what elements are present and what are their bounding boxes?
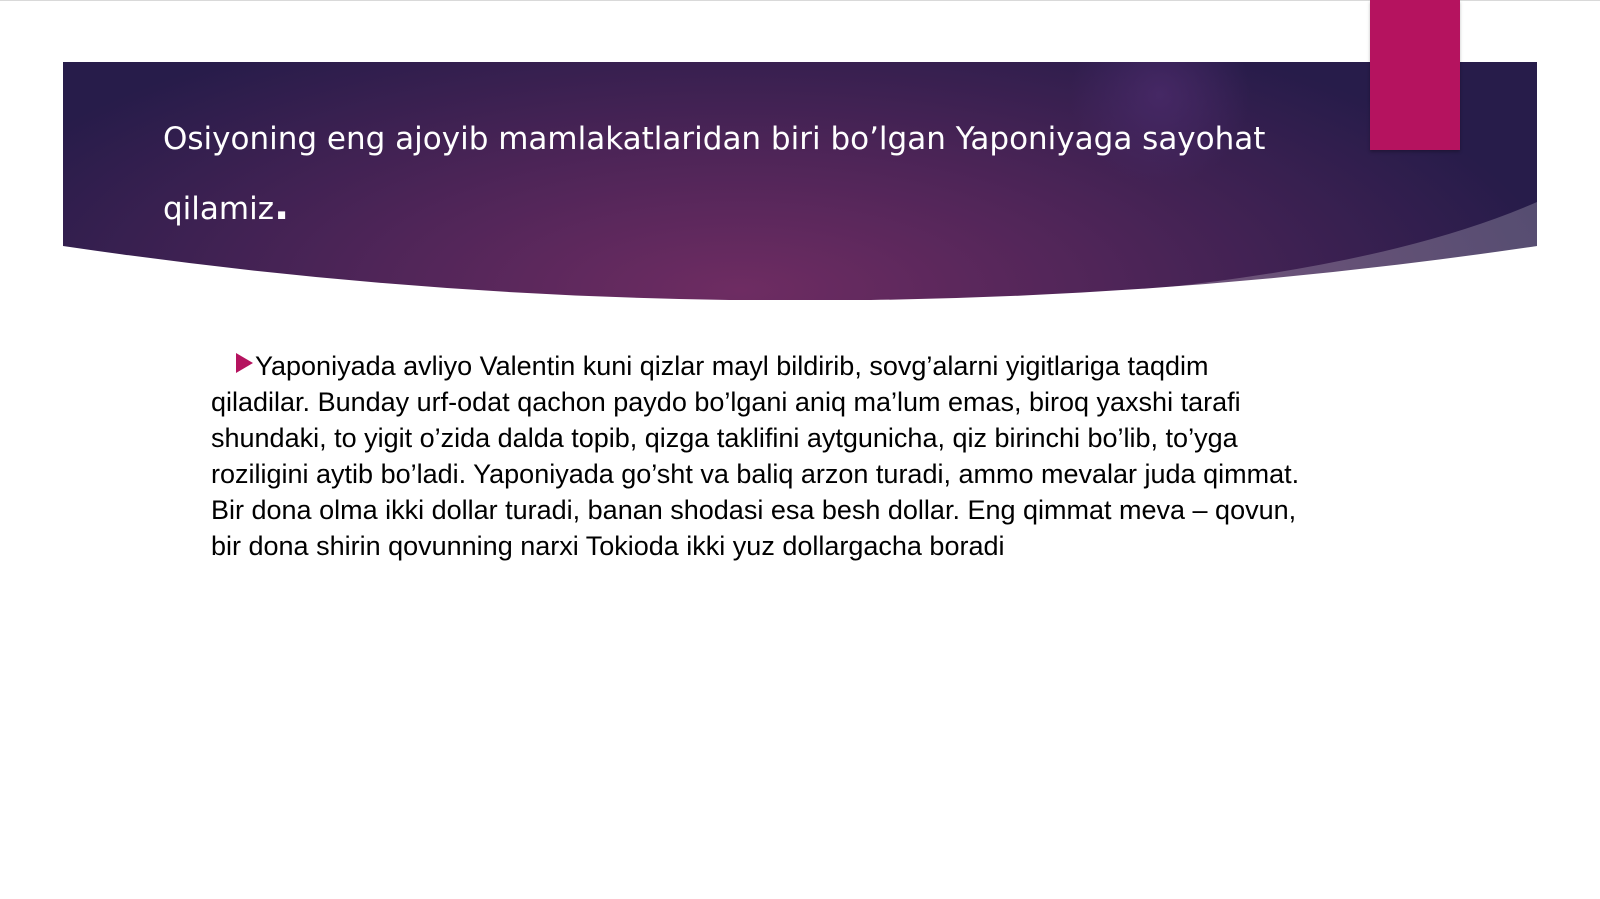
- slide-title-text: Osiyoning eng ajoyib mamlakatlaridan biri bo’lgan Yaponiyaga sayohat qilamiz: [163, 121, 1266, 227]
- body-text: Yaponiyada avliyo Valentin kuni qizlar mayl bildirib, sovg’alarni yigitlariga taqdim qiladilar. Bunday urf-odat qachon paydo bo’lgani aniq ma’lum emas, biroq yaxshi tarafi shundaki, to yigit o’zida dalda topib, qizga taklifini aytgunicha, qiz birinchi bo’lib, to’yga roziligini aytib bo’ladi. Yaponiyada go’sht va baliq arzon turadi, ammo mevalar juda qimmat. Bir dona olma ikki dollar turadi, banan shodasi esa besh dollar. Eng qimmat meva – qovun, bir dona shirin qovunning narxi Tokioda ikki yuz dollargacha boradi: [211, 351, 1300, 561]
- body-paragraph: [211, 348, 1306, 564]
- slide-title-period: .: [273, 183, 290, 229]
- slide-title: [163, 106, 1313, 243]
- accent-tab: [1370, 0, 1460, 150]
- triangle-bullet-icon: [236, 353, 253, 373]
